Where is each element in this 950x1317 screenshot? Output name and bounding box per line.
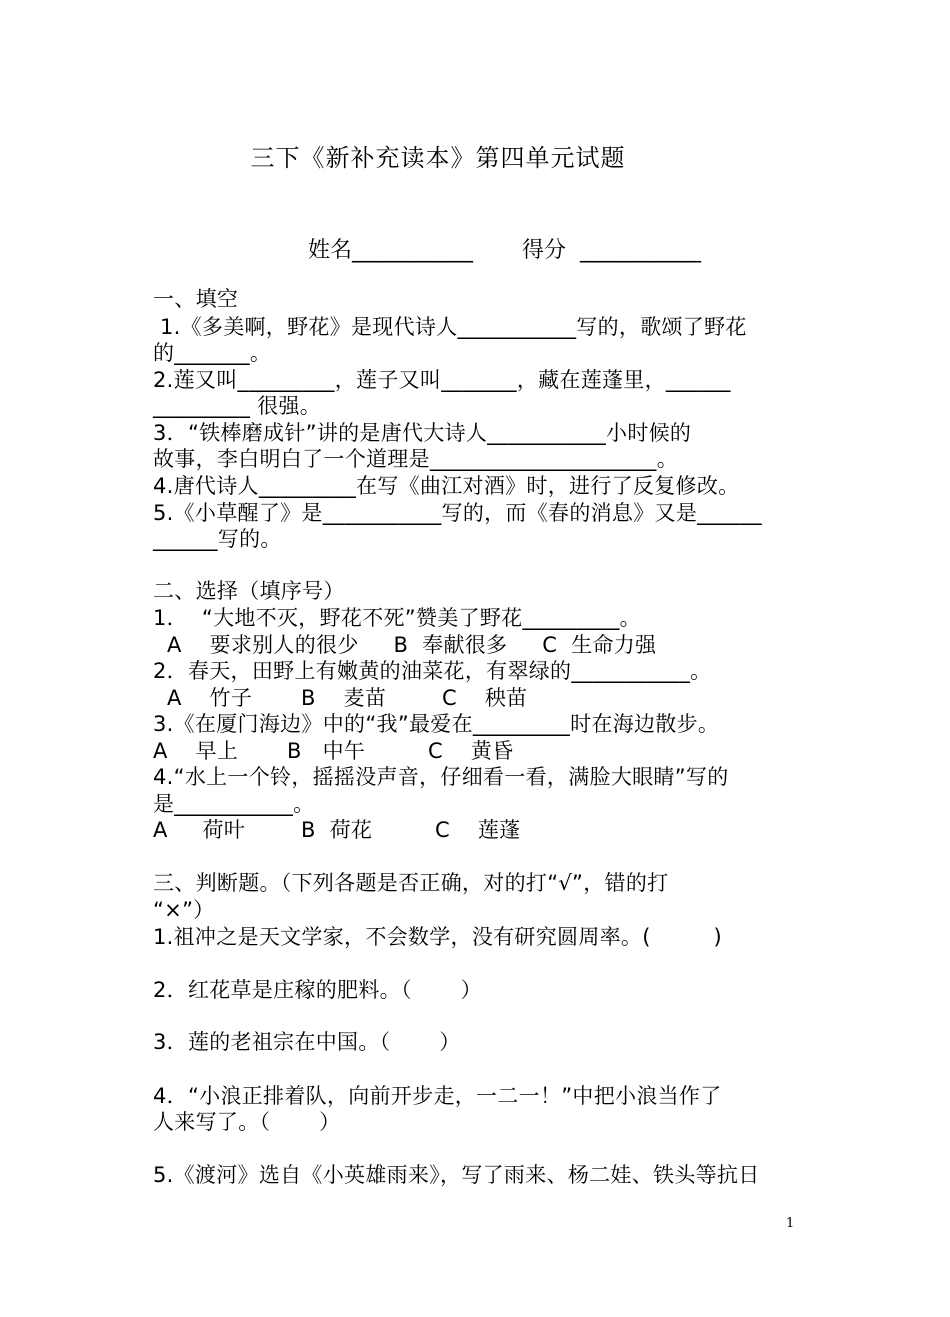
question-line: 3．“铁棒磨成针”讲的是唐代大诗人___________小时候的: [153, 421, 692, 445]
question-line: 是___________。: [153, 792, 315, 816]
question-line: 4.“水上一个铃，摇摇没声音，仔细看一看，满脸大眼睛”写的: [153, 765, 729, 789]
exam-title: 三下《新补充读本》第四单元试题: [250, 144, 626, 172]
name-score-line: [308, 233, 701, 264]
question-line: ______写的。: [153, 527, 282, 551]
options-line: A 要求别人的很少 B 奉献很多 C 生命力强: [153, 633, 657, 657]
question-line: 2.莲又叫_________，莲子又叫_______，藏在莲蓬里，______: [153, 368, 731, 392]
question-line: _________ 很强。: [153, 394, 322, 418]
question-line: 3.《在厦门海边》中的“我”最爱在_________时在海边散步。: [153, 712, 720, 736]
question-line: 2．春天，田野上有嫩黄的油菜花，有翠绿的___________。: [153, 659, 712, 683]
question-line: 2．红花草是庄稼的肥料。（ ）: [153, 978, 482, 1002]
name-field: 姓名___________: [308, 238, 474, 263]
section-heading-true-false: 三、判断题。（下列各题是否正确，对的打“√”，错的打: [153, 871, 669, 895]
score-field: 得分 ___________: [521, 238, 701, 263]
question-line: 的_______。: [153, 341, 272, 365]
question-line: 人来写了。（ ）: [153, 1110, 341, 1134]
section-heading-choice: 二、选择（填序号）: [153, 579, 345, 603]
question-line: 5.《小草醒了》是___________写的，而《春的消息》又是______: [153, 501, 762, 525]
options-line: A 早上 B 中午 C 黄昏: [153, 739, 514, 763]
question-line: 4．“小浪正排着队，向前开步走，一二一！”中把小浪当作了: [153, 1084, 722, 1108]
options-line: A 荷叶 B 荷花 C 莲蓬: [153, 818, 521, 842]
question-line: 5.《渡河》选自《小英雄雨来》，写了雨来、杨二娃、铁头等抗日: [153, 1163, 760, 1187]
question-line: 故事，李白明白了一个道理是_____________________。: [153, 447, 678, 471]
question-line: 4.唐代诗人_________在写《曲江对酒》时，进行了反复修改。: [153, 474, 740, 498]
question-line: 1． “大地不灭，野花不死”赞美了野花_________。: [153, 606, 641, 630]
section-heading-fill-blank: 一、填空: [153, 287, 239, 311]
page-number: 1: [786, 1216, 795, 1231]
question-line: 1.《多美啊，野花》是现代诗人___________写的，歌颂了野花: [153, 315, 747, 339]
question-line: 1.祖冲之是天文学家，不会数学，没有研究圆周率。( ): [153, 925, 722, 949]
options-line: A 竹子 B 麦苗 C 秧苗: [153, 686, 528, 710]
question-line: “×”）: [153, 898, 215, 922]
question-line: 3．莲的老祖宗在中国。（ ）: [153, 1030, 461, 1054]
